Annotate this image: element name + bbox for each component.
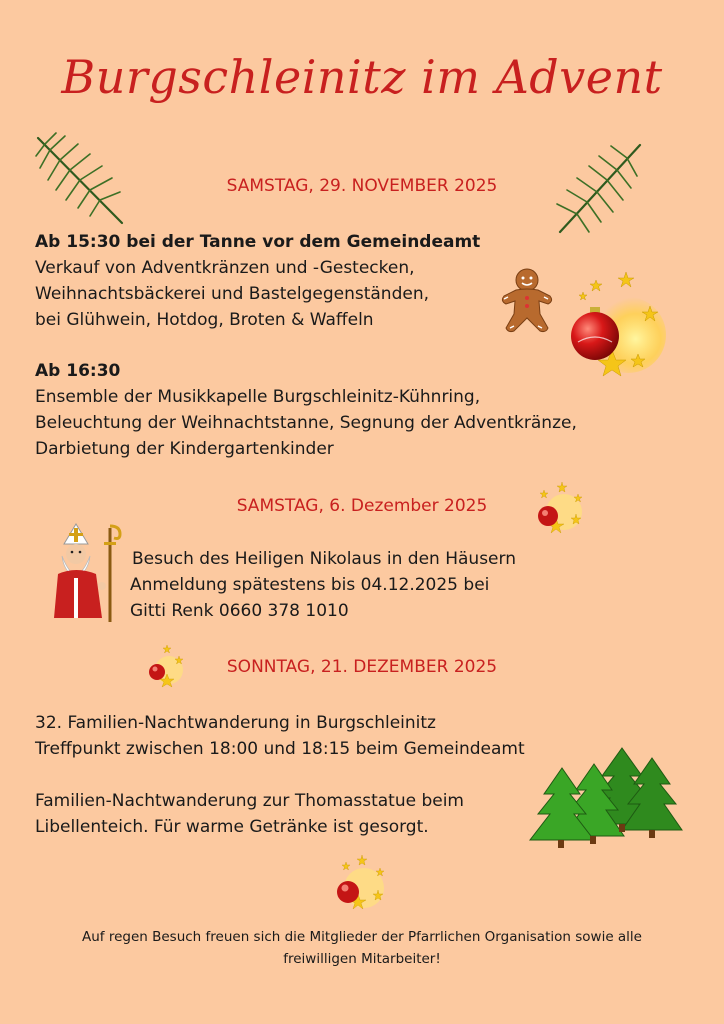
footer-text bbox=[30, 926, 694, 970]
event-block bbox=[35, 229, 480, 333]
section-date: SAMSTAG, 29. NOVEMBER 2025 bbox=[226, 176, 498, 196]
event-line: Ensemble der Musikkapelle Burgschleinitz-Kühnring, bbox=[35, 387, 481, 407]
event-line: Treffpunkt zwischen 18:00 und 18:15 beim Gemeindeamt bbox=[35, 739, 525, 759]
event-line: Familien-Nachtwanderung zur Thomasstatue beim bbox=[35, 791, 464, 811]
fir-trees-icon bbox=[522, 746, 690, 850]
event-line: Libellenteich. Für warme Getränke ist gesorgt. bbox=[35, 817, 429, 837]
event-line: Anmeldung spätestens bis 04.12.2025 bei bbox=[130, 575, 490, 595]
ornament-stars-icon bbox=[568, 270, 668, 385]
event-block bbox=[130, 546, 600, 624]
event-line: Gitti Renk 0660 378 1010 bbox=[130, 601, 349, 621]
footer-line: Auf regen Besuch freuen sich die Mitglieder der Pfarrlichen Organisation sowie alle bbox=[81, 929, 642, 945]
ornament-stars-icon bbox=[332, 854, 390, 916]
event-block bbox=[35, 358, 577, 462]
nikolaus-icon bbox=[48, 522, 126, 624]
ornament-stars-icon bbox=[532, 480, 588, 538]
section-date: SAMSTAG, 6. Dezember 2025 bbox=[236, 496, 488, 516]
event-line: Besuch des Heiligen Nikolaus in den Häusern bbox=[132, 549, 516, 569]
event-block bbox=[35, 788, 464, 840]
gingerbread-icon bbox=[498, 266, 556, 334]
event-line: Weihnachtsbäckerei und Bastelgegenständen, bbox=[35, 284, 430, 304]
page-title: Burgschleinitz im Advent bbox=[61, 50, 663, 104]
event-line: 32. Familien-Nachtwanderung in Burgschleinitz bbox=[35, 713, 436, 733]
event-heading: Ab 15:30 bei der Tanne vor dem Gemeindeamt bbox=[35, 232, 481, 252]
event-block bbox=[35, 710, 525, 762]
event-line: Verkauf von Adventkränzen und -Gestecken, bbox=[35, 258, 415, 278]
event-line: Beleuchtung der Weihnachtstanne, Segnung der Adventkränze, bbox=[35, 413, 577, 433]
event-heading: Ab 16:30 bbox=[35, 361, 121, 381]
event-line: Darbietung der Kindergartenkinder bbox=[35, 439, 334, 459]
section-date: SONNTAG, 21. DEZEMBER 2025 bbox=[226, 657, 498, 677]
event-line: bei Glühwein, Hotdog, Broten & Waffeln bbox=[35, 310, 374, 330]
footer-line: freiwilligen Mitarbeiter! bbox=[283, 951, 441, 967]
